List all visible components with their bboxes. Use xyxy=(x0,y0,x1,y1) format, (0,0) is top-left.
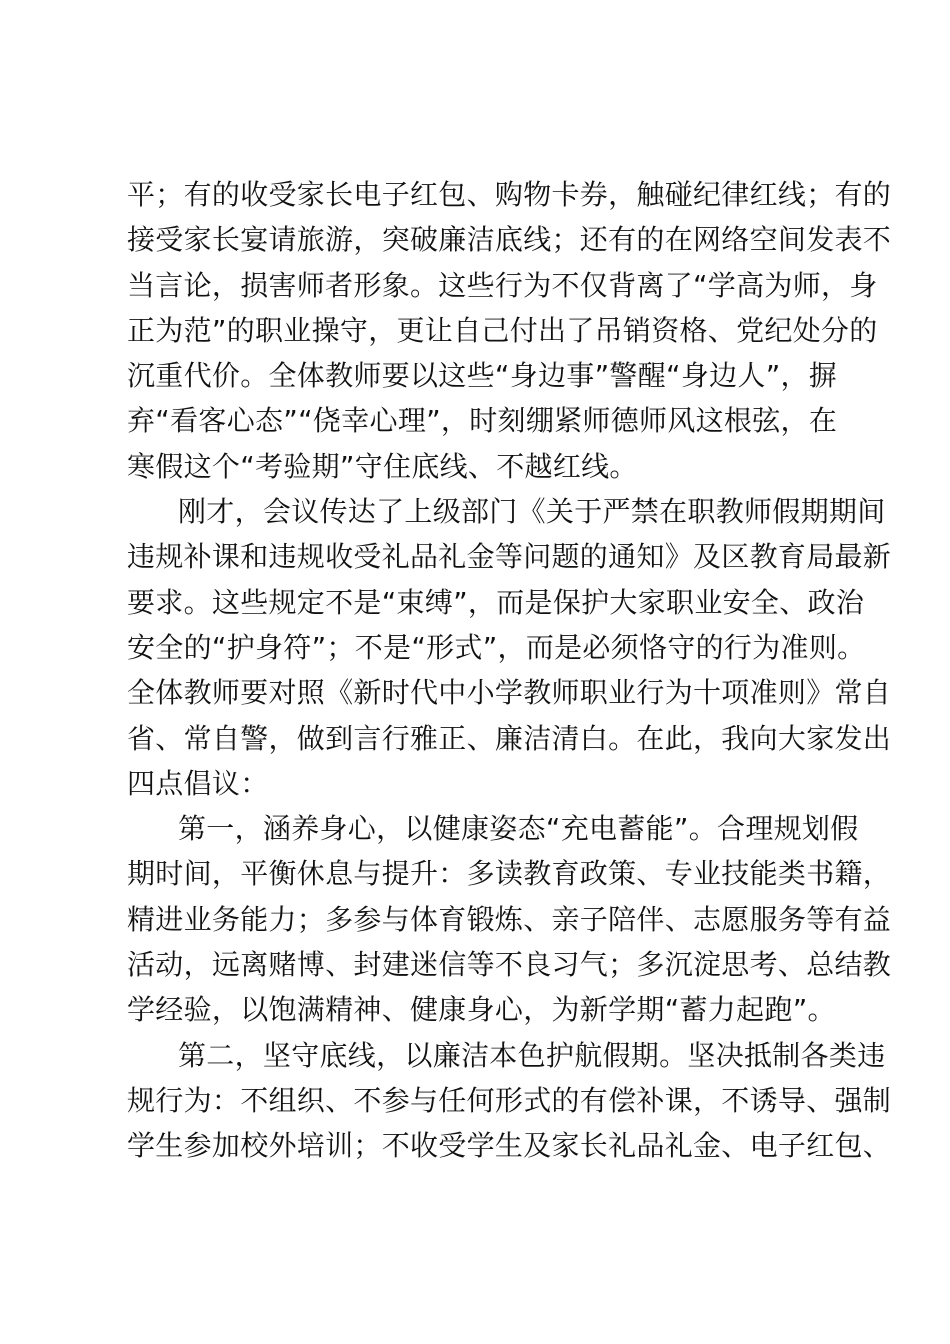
text-line: 要求。这些规定不是“束缚”，而是保护大家职业安全、政治 xyxy=(127,585,865,619)
text-line: 规行为：不组织、不参与任何形式的有偿补课，不诱导、强制 xyxy=(127,1083,892,1117)
text-line: 弃“看客心态”“侥幸心理”，时刻绷紧师德师风这根弦，在 xyxy=(127,404,838,438)
text-line: 精进业务能力；多参与体育锻炼、亲子陪伴、志愿服务等有益 xyxy=(127,902,892,936)
text-line: 违规补课和违规收受礼品礼金等问题的通知》及区教育局最新 xyxy=(127,540,892,574)
text-line: 安全的“护身符”；不是“形式”，而是必须恪守的行为准则。 xyxy=(127,630,866,664)
text-line: 正为范”的职业操守，更让自己付出了吊销资格、党纪处分的 xyxy=(127,313,878,347)
paragraph-start-line: 刚才，会议传达了上级部门《关于严禁在职教师假期期间 xyxy=(178,495,886,529)
text-line: 沉重代价。全体教师要以这些“身边事”警醒“身边人”，摒 xyxy=(127,359,838,393)
text-line: 平；有的收受家长电子红包、购物卡券，触碰纪律红线；有的 xyxy=(127,178,892,211)
text-line: 接受家长宴请旅游，突破廉洁底线；还有的在网络空间发表不 xyxy=(127,223,892,257)
text-line: 学经验，以饱满精神、健康身心，为新学期“蓄力起跑”。 xyxy=(127,993,836,1027)
text-line: 寒假这个“考验期”守住底线、不越红线。 xyxy=(127,449,638,483)
text-line: 省、常自警，做到言行雅正、廉洁清白。在此，我向大家发出 xyxy=(127,721,892,755)
text-line: 活动，远离赌博、封建迷信等不良习气；多沉淀思考、总结教 xyxy=(127,948,892,982)
text-line: 学生参加校外培训；不收受学生及家长礼品礼金、电子红包、 xyxy=(127,1129,892,1163)
text-line: 全体教师要对照《新时代中小学教师职业行为十项准则》常自 xyxy=(127,676,892,710)
paragraph-start-line: 第二，坚守底线，以廉洁本色护航假期。坚决抵制各类违 xyxy=(178,1038,886,1072)
body-text xyxy=(127,172,892,1169)
text-line: 当言论，损害师者形象。这些行为不仅背离了“学高为师，身 xyxy=(127,268,878,302)
text-line: 四点倡议： xyxy=(127,766,269,800)
text-line: 期时间，平衡休息与提升：多读教育政策、专业技能类书籍， xyxy=(127,857,892,891)
paragraph-start-line: 第一，涵养身心，以健康姿态“充电蓄能”。合理规划假 xyxy=(178,812,859,846)
